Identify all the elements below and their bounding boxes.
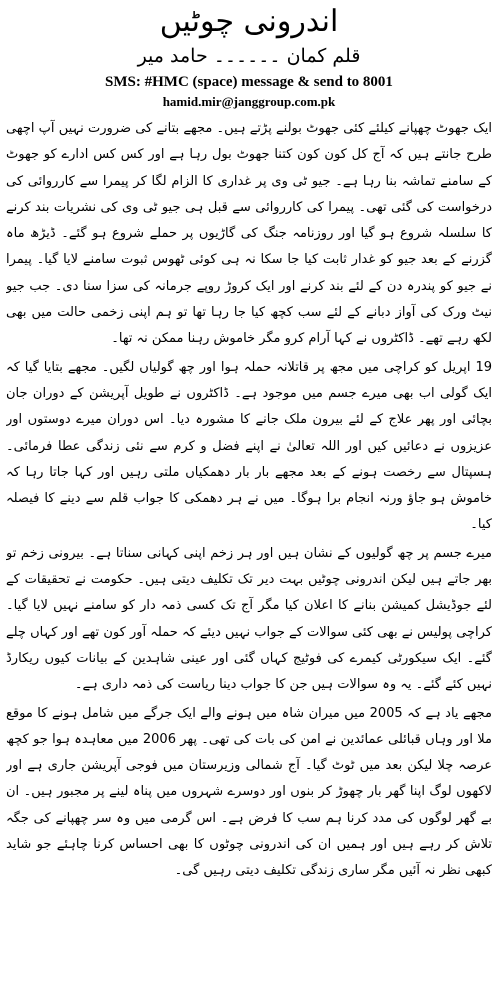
article-paragraph: مجھے یاد ہے کہ 2005 میں میران شاہ میں ہونے والے ایک جرگے میں شامل ہونے کا موقع ملا اور وہاں قبائلی عمائدین نے امن کی بات کی تھی۔ پھر 2006 میں معاہدہ ہوا جو کچھ عرصہ چلا لیکن بعد میں ٹوٹ گیا۔ آج شمالی وزیرستان میں فوجی آپریشن جاری ہے اور لاکھوں لوگ اپنا گھر بار چھوڑ کر بنوں اور دوسرے شہروں میں پناہ لینے پر مجبور ہیں۔ ان بے گھر لوگوں کی مدد کرنا ہم سب کا فرض ہے۔ اس گرمی میں وہ سر چھپانے کی جگہ تلاش کر رہے ہیں اور ہمیں ان کی اندرونی چوٹوں کا بھی احساس کرنا چاہئے جو شاید کبھی نظر نہ آئیں مگر ساری زندگی تکلیف دیتی رہیں گی۔ <box>6 705 492 879</box>
article-body <box>6 116 492 982</box>
author-email: hamid.mir@janggroup.com.pk <box>162 94 336 109</box>
byline: قلم کمان ۔۔۔۔۔۔ حامد میر <box>137 45 361 67</box>
article-paragraph: 19 اپریل کو کراچی میں مجھ پر قاتلانہ حملہ ہوا اور چھ گولیاں لگیں۔ مجھے بتایا گیا کہ ایک گولی اب بھی میرے جسم میں موجود ہے۔ ڈاکٹروں نے طویل آپریشن کے دوران جان بچائی اور پھر علاج کے لئے بیرون ملک جانے کا مشورہ دیا۔ اس دوران میرے دوستوں اور عزیزوں نے دعائیں کیں اور اللہ تعالیٰ نے اپنے فضل و کرم سے نئی زندگی عطا فرمائی۔ ہسپتال سے رخصت ہونے کے بعد مجھے بار بار دھمکیاں ملتی رہیں اور کہا جاتا رہا کہ خاموش ہو جاؤ ورنہ انجام برا ہوگا۔ میں نے ہر دھمکی کا جواب قلم سے دینے کا فیصلہ کیا۔ <box>6 359 492 533</box>
sms-instruction: SMS: #HMC (space) message & send to 8001 <box>105 74 393 90</box>
article-paragraph: میرے جسم پر چھ گولیوں کے نشان ہیں اور ہر زخم اپنی کہانی سناتا ہے۔ بیرونی زخم تو بھر جاتے ہیں لیکن اندرونی چوٹیں بہت دیر تک تکلیف دیتی ہیں۔ حکومت نے تحقیقات کے لئے جوڈیشل کمیشن بنانے کا اعلان کیا مگر آج تک کسی ذمہ دار کو سامنے نہیں لایا گیا۔ کراچی پولیس نے بھی کئی سوالات کے جواب نہیں دیئے کہ حملہ آور کون تھے اور کہاں چلے گئے۔ ایک سیکورٹی کیمرے کی فوٹیج کہاں گئی اور عینی شاہدین کے بیانات کیوں ریکارڈ نہیں کئے گئے۔ یہ وہ سوالات ہیں جن کا جواب دینا ریاست کی ذمہ داری ہے۔ <box>6 545 492 693</box>
article-paragraph: ایک جھوٹ چھپانے کیلئے کئی جھوٹ بولنے پڑتے ہیں۔ مجھے بتانے کی ضرورت نہیں آپ اچھی طرح جانتے ہیں کہ آج کل کون کون کتنا جھوٹ بول رہا ہے اور کس کس ادارے کو جھوٹ کے سامنے تماشہ بنا رہا ہے۔ جیو ٹی وی پر غداری کا الزام لگا کر پیمرا سے کارروائی کی درخواست کی گئی تھی۔ پیمرا کی کارروائی سے قبل ہی جیو ٹی وی کی نشریات بند کرنے کا سلسلہ شروع ہو گیا اور روزنامہ جنگ کی گاڑیوں پر حملے شروع ہو گئے۔ ڈیڑھ ماہ گزرنے کے بعد جیو کو غدار ثابت کیا جا سکا نہ ہی کوئی ٹھوس ثبوت سامنے لایا گیا۔ پیمرا نے جیو کو پندرہ دن کے لئے بند کرنے اور ایک کروڑ روپے جرمانہ کی سزا سنا دی۔ جب جیو نیٹ ورک کی آواز دبانے کے لئے سب کچھ کیا جا رہا تھا تو ہم اپنی زخمی حالت میں بھی لکھ رہے تھے۔ ڈاکٹروں نے کہا آرام کرو مگر خاموش رہنا ممکن نہ تھا۔ <box>6 121 492 347</box>
column-title: اندرونی چوٹیں <box>159 4 339 39</box>
